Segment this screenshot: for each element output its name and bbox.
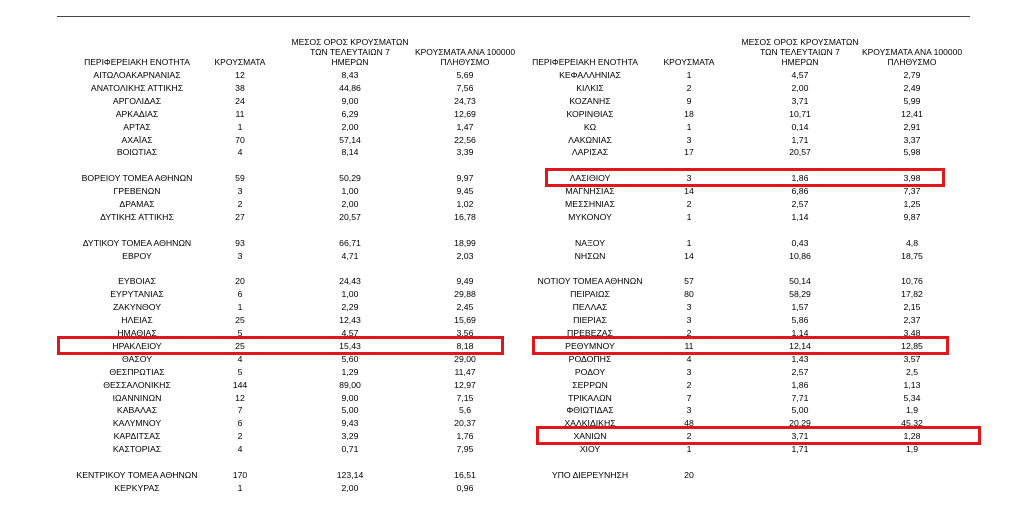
avg-7-days-cell: 1,00: [341, 186, 359, 197]
region-cell: ΑΝΑΤΟΛΙΚΗΣ ΑΤΤΙΚΗΣ: [90, 82, 184, 93]
per-100000-cell: 10,76: [901, 276, 923, 287]
region-cell: ΓΡΕΒΕΝΩΝ: [113, 186, 161, 197]
per-100000-cell: 24,73: [454, 95, 476, 106]
cases-cell: 2: [686, 431, 692, 442]
cases-cell: 2: [686, 379, 692, 390]
region-cell: ΚΕΡΚΥΡΑΣ: [114, 482, 160, 493]
per-100000-cell: 3,57: [903, 353, 921, 364]
cases-cell: 14: [684, 186, 694, 197]
per-100000-cell: 1,13: [903, 379, 921, 390]
region-cell: ΘΕΣΣΑΛΟΝΙΚΗΣ: [103, 379, 171, 390]
region-cell: ΥΠΟ ΔΙΕΡΕΥΝΗΣΗ: [551, 469, 629, 480]
region-cell: ΑΧΑΪΑΣ: [121, 134, 153, 145]
region-cell: ΚΑΡΔΙΤΣΑΣ: [113, 431, 161, 442]
region-cell: ΑΙΤΩΛΟΑΚΑΡΝΑΝΙΑΣ: [93, 70, 181, 80]
region-cell: ΦΘΙΩΤΙΔΑΣ: [566, 405, 614, 416]
region-cell: ΠΙΕΡΙΑΣ: [573, 315, 607, 326]
region-cell: ΚΕΝΤΡΙΚΟΥ ΤΟΜΕΑ ΑΘΗΝΩΝ: [76, 469, 198, 480]
region-cell: ΚΩ: [583, 121, 597, 132]
per-100000-cell: 12,69: [454, 108, 476, 119]
region-cell: ΡΟΔΟΥ: [574, 366, 606, 377]
region-cell: ΠΕΛΛΑΣ: [572, 302, 608, 313]
region-cell: ΔΥΤΙΚΗΣ ΑΤΤΙΚΗΣ: [100, 211, 174, 222]
region-cell: ΘΕΣΠΡΩΤΙΑΣ: [109, 366, 165, 377]
header-cases: ΚΡΟΥΣΜΑΤΑ: [214, 57, 266, 67]
region-cell: ΑΡΤΑΣ: [123, 121, 151, 132]
avg-7-days-cell: 20,57: [339, 211, 361, 222]
cases-cell: 9: [686, 95, 692, 106]
per-100000-cell: 2,91: [903, 121, 921, 132]
region-cell: ΚΑΒΑΛΑΣ: [116, 405, 158, 416]
avg-7-days-cell: 12,43: [339, 315, 361, 326]
avg-7-days-cell: 3,71: [791, 95, 809, 106]
avg-7-days-cell: 4,57: [791, 70, 809, 80]
cases-cell: 2: [237, 431, 243, 442]
avg-7-days-cell: 0,71: [341, 444, 359, 455]
avg-7-days-cell: 66,71: [339, 237, 361, 248]
cases-cell: 3: [686, 134, 692, 145]
top-rule: [57, 16, 970, 17]
per-100000-cell: 1,25: [903, 199, 921, 209]
region-cell: ΣΕΡΡΩΝ: [572, 379, 608, 390]
avg-7-days-cell: 44,86: [339, 82, 361, 93]
region-cell: ΖΑΚΥΝΘΟΥ: [113, 302, 161, 313]
per-100000-cell: 18,99: [454, 237, 476, 248]
cases-cell: 5: [237, 328, 243, 338]
avg-7-days-cell: 24,43: [339, 276, 361, 287]
cases-cell: 27: [235, 211, 245, 222]
region-cell: ΠΡΕΒΕΖΑΣ: [567, 328, 613, 338]
per-100000-cell: 1,47: [456, 121, 474, 132]
avg-7-days-cell: 2,00: [791, 82, 809, 93]
per-100000-cell: 7,37: [903, 186, 921, 197]
region-cell: ΑΡΚΑΔΙΑΣ: [115, 108, 159, 119]
per-100000-cell: 9,87: [903, 211, 921, 222]
avg-7-days-cell: 57,14: [339, 134, 361, 145]
per-100000-cell: 18,75: [901, 250, 923, 261]
cases-cell: 12: [235, 70, 245, 80]
cases-cell: 6: [237, 418, 243, 429]
per-100000-cell: 1,28: [903, 431, 921, 442]
cases-cell: 48: [684, 418, 694, 429]
cases-cell: 7: [686, 392, 692, 403]
region-cell: ΔΡΑΜΑΣ: [119, 199, 155, 209]
region-cell: ΗΛΕΙΑΣ: [121, 315, 153, 326]
region-cell: ΒΟΡΕΙΟΥ ΤΟΜΕΑ ΑΘΗΝΩΝ: [81, 173, 193, 184]
region-cell: ΘΑΣΟΥ: [121, 353, 153, 364]
avg-7-days-cell: 1,00: [341, 289, 359, 300]
avg-7-days-cell: 9,00: [341, 392, 359, 403]
per-100000-cell: 2,45: [456, 302, 474, 313]
cases-cell: 57: [684, 276, 694, 287]
region-cell: ΒΟΙΩΤΙΑΣ: [116, 147, 158, 158]
per-100000-cell: 5,34: [903, 392, 921, 403]
per-100000-cell: 16,51: [454, 469, 476, 480]
cases-cell: 3: [237, 186, 243, 197]
cases-cell: 4: [237, 444, 243, 455]
region-cell: ΕΥΒΟΙΑΣ: [118, 276, 156, 287]
header-region: ΠΕΡΙΦΕΡΕΙΑΚΗ ΕΝΟΤΗΤΑ: [532, 57, 638, 67]
per-100000-cell: 3,98: [903, 173, 921, 184]
per-100000-cell: 17,82: [901, 289, 923, 300]
per-100000-cell: 29,88: [454, 289, 476, 300]
per-100000-cell: 1,02: [456, 199, 474, 209]
avg-7-days-cell: 0,43: [791, 237, 809, 248]
per-100000-cell: 9,97: [456, 173, 474, 184]
cases-cell: 3: [686, 173, 692, 184]
per-100000-cell: 7,56: [456, 82, 474, 93]
avg-7-days-cell: 0,14: [791, 121, 809, 132]
region-cell: ΔΥΤΙΚΟΥ ΤΟΜΕΑ ΑΘΗΝΩΝ: [82, 237, 192, 248]
region-cell: ΚΙΛΚΙΣ: [576, 82, 604, 93]
cases-cell: 18: [684, 108, 694, 119]
cases-cell: 2: [237, 199, 243, 209]
cases-cell: 20: [235, 276, 245, 287]
per-100000-cell: 7,15: [456, 392, 474, 403]
avg-7-days-cell: 5,86: [791, 315, 809, 326]
avg-7-days-cell: 2,29: [341, 302, 359, 313]
avg-7-days-cell: 10,86: [789, 250, 811, 261]
region-cell: ΝΗΣΩΝ: [574, 250, 606, 261]
per-100000-cell: 29,00: [454, 353, 476, 364]
cases-cell: 1: [237, 482, 243, 493]
avg-7-days-cell: 12,14: [789, 340, 811, 351]
cases-cell: 7: [237, 405, 243, 416]
per-100000-cell: 16,78: [454, 211, 476, 222]
region-cell: ΚΟΖΑΝΗΣ: [569, 95, 611, 106]
avg-7-days-cell: 1,29: [341, 366, 359, 377]
region-cell: ΧΑΝΙΩΝ: [573, 431, 607, 442]
cases-cell: 20: [684, 469, 694, 480]
avg-7-days-cell: 1,71: [791, 444, 809, 455]
cases-cell: 12: [235, 392, 245, 403]
per-100000-cell: 4,8: [905, 237, 919, 248]
per-100000-cell: 2,49: [903, 82, 921, 93]
avg-7-days-cell: 1,14: [791, 211, 809, 222]
per-100000-cell: 3,37: [903, 134, 921, 145]
avg-7-days-cell: 7,71: [791, 392, 809, 403]
cases-cell: 170: [232, 469, 248, 480]
region-cell: ΛΑΡΙΣΑΣ: [571, 147, 609, 158]
per-100000-cell: 3,56: [456, 328, 474, 338]
avg-7-days-cell: 2,57: [791, 199, 809, 209]
avg-7-days-cell: 1,71: [791, 134, 809, 145]
per-100000-cell: 12,85: [901, 340, 923, 351]
avg-7-days-cell: 1,14: [791, 328, 809, 338]
cases-cell: 1: [686, 444, 692, 455]
region-cell: ΚΑΣΤΟΡΙΑΣ: [112, 444, 162, 455]
avg-7-days-cell: 2,00: [341, 199, 359, 209]
avg-7-days-cell: 10,71: [789, 108, 811, 119]
cases-cell: 11: [684, 340, 694, 351]
header-per-100000: ΚΡΟΥΣΜΑΤΑ ΑΝΑ 100000 ΠΛΗΘΥΣΜΟ: [414, 47, 516, 67]
highlight-box: [532, 336, 949, 355]
per-100000-cell: 0,96: [456, 482, 474, 493]
region-cell: ΡΕΘΥΜΝΟΥ: [565, 340, 615, 351]
cases-cell: 80: [684, 289, 694, 300]
per-100000-cell: 1,9: [905, 444, 919, 455]
avg-7-days-cell: 20,29: [789, 418, 811, 429]
region-cell: ΤΡΙΚΑΛΩΝ: [568, 392, 612, 403]
per-100000-cell: 12,41: [901, 108, 923, 119]
header-region: ΠΕΡΙΦΕΡΕΙΑΚΗ ΕΝΟΤΗΤΑ: [84, 57, 190, 67]
avg-7-days-cell: 2,00: [341, 121, 359, 132]
avg-7-days-cell: 50,29: [339, 173, 361, 184]
cases-cell: 25: [235, 315, 245, 326]
highlight-box: [536, 426, 981, 445]
per-100000-cell: 2,03: [456, 250, 474, 261]
avg-7-days-cell: 58,29: [789, 289, 811, 300]
region-cell: ΚΕΦΑΛΛΗΝΙΑΣ: [559, 70, 621, 80]
per-100000-cell: 9,45: [456, 186, 474, 197]
cases-cell: 1: [686, 237, 692, 248]
cases-cell: 38: [235, 82, 245, 93]
cases-cell: 11: [235, 108, 245, 119]
per-100000-cell: 12,97: [454, 379, 476, 390]
avg-7-days-cell: 9,00: [341, 95, 359, 106]
avg-7-days-cell: 5,00: [341, 405, 359, 416]
region-cell: ΗΜΑΘΙΑΣ: [117, 328, 157, 338]
per-100000-cell: 5,6: [458, 405, 472, 416]
avg-7-days-cell: 15,43: [339, 340, 361, 351]
cases-cell: 2: [686, 82, 692, 93]
cases-cell: 70: [235, 134, 245, 145]
cases-cell: 1: [237, 121, 243, 132]
cases-cell: 3: [686, 405, 692, 416]
cases-cell: 3: [686, 315, 692, 326]
highlight-box: [545, 168, 945, 187]
per-100000-cell: 45,32: [901, 418, 923, 429]
per-100000-cell: 15,69: [454, 315, 476, 326]
avg-7-days-cell: 6,86: [791, 186, 809, 197]
avg-7-days-cell: 20,57: [789, 147, 811, 158]
cases-cell: 4: [686, 353, 692, 364]
per-100000-cell: 2,79: [903, 70, 921, 80]
avg-7-days-cell: 2,57: [791, 366, 809, 377]
avg-7-days-cell: 8,14: [341, 147, 359, 158]
header-cases: ΚΡΟΥΣΜΑΤΑ: [663, 57, 715, 67]
header-per-100000: ΚΡΟΥΣΜΑΤΑ ΑΝΑ 100000 ΠΛΗΘΥΣΜΟ: [861, 47, 963, 67]
avg-7-days-cell: 123,14: [336, 469, 364, 480]
cases-cell: 17: [684, 147, 694, 158]
header-avg-7-days: ΜΕΣΟΣ ΟΡΟΣ ΚΡΟΥΣΜΑΤΩΝ ΤΩΝ ΤΕΛΕΥΤΑΙΩΝ 7 ΗΜΕΡΩΝ: [741, 37, 859, 67]
cases-cell: 25: [235, 340, 245, 351]
per-100000-cell: 5,69: [456, 70, 474, 80]
cases-cell: 3: [686, 366, 692, 377]
per-100000-cell: 2,15: [903, 302, 921, 313]
per-100000-cell: 5,98: [903, 147, 921, 158]
cases-cell: 14: [684, 250, 694, 261]
region-cell: ΜΑΓΝΗΣΙΑΣ: [565, 186, 615, 197]
avg-7-days-cell: 89,00: [339, 379, 361, 390]
cases-cell: 2: [686, 199, 692, 209]
cases-cell: 5: [237, 366, 243, 377]
cases-cell: 4: [237, 147, 243, 158]
region-cell: ΛΑΣΙΘΙΟΥ: [569, 173, 611, 184]
region-cell: ΝΟΤΙΟΥ ΤΟΜΕΑ ΑΘΗΝΩΝ: [537, 276, 643, 287]
avg-7-days-cell: 3,71: [791, 431, 809, 442]
cases-cell: 4: [237, 353, 243, 364]
cases-cell: 3: [237, 250, 243, 261]
avg-7-days-cell: 1,86: [791, 173, 809, 184]
per-100000-cell: 5,99: [903, 95, 921, 106]
avg-7-days-cell: 5,60: [341, 353, 359, 364]
cases-cell: 59: [235, 173, 245, 184]
region-cell: ΜΥΚΟΝΟΥ: [568, 211, 612, 222]
cases-cell: 1: [686, 70, 692, 80]
region-cell: ΧΑΛΚΙΔΙΚΗΣ: [564, 418, 616, 429]
cases-cell: 93: [235, 237, 245, 248]
cases-cell: 24: [235, 95, 245, 106]
region-cell: ΕΒΡΟΥ: [122, 250, 152, 261]
avg-7-days-cell: 4,57: [341, 328, 359, 338]
per-100000-cell: 7,95: [456, 444, 474, 455]
per-100000-cell: 22,56: [454, 134, 476, 145]
per-100000-cell: 3,39: [456, 147, 474, 158]
avg-7-days-cell: 9,43: [341, 418, 359, 429]
avg-7-days-cell: 50,14: [789, 276, 811, 287]
per-100000-cell: 2,5: [905, 366, 919, 377]
cases-cell: 3: [686, 302, 692, 313]
region-cell: ΠΕΙΡΑΙΩΣ: [570, 289, 610, 300]
per-100000-cell: 9,49: [456, 276, 474, 287]
avg-7-days-cell: 4,71: [341, 250, 359, 261]
avg-7-days-cell: 5,00: [791, 405, 809, 416]
per-100000-cell: 20,37: [454, 418, 476, 429]
avg-7-days-cell: 2,00: [341, 482, 359, 493]
cases-cell: 1: [237, 302, 243, 313]
avg-7-days-cell: 1,43: [791, 353, 809, 364]
region-cell: ΙΩΑΝΝΙΝΩΝ: [112, 392, 162, 403]
avg-7-days-cell: 1,86: [791, 379, 809, 390]
cases-cell: 144: [232, 379, 248, 390]
per-100000-cell: 2,37: [903, 315, 921, 326]
avg-7-days-cell: 6,29: [341, 108, 359, 119]
header-avg-7-days: ΜΕΣΟΣ ΟΡΟΣ ΚΡΟΥΣΜΑΤΩΝ ΤΩΝ ΤΕΛΕΥΤΑΙΩΝ 7 ΗΜΕΡΩΝ: [291, 37, 409, 67]
region-cell: ΡΟΔΟΠΗΣ: [568, 353, 612, 364]
region-cell: ΑΡΓΟΛΙΔΑΣ: [112, 95, 162, 106]
region-cell: ΛΑΚΩΝΙΑΣ: [568, 134, 612, 145]
per-100000-cell: 1,76: [456, 431, 474, 442]
region-cell: ΧΙΟΥ: [579, 444, 601, 455]
per-100000-cell: 1,9: [905, 405, 919, 416]
region-cell: ΝΑΞΟΥ: [575, 237, 605, 248]
cases-cell: 1: [686, 211, 692, 222]
cases-cell: 1: [686, 121, 692, 132]
region-cell: ΚΑΛΥΜΝΟΥ: [112, 418, 162, 429]
region-cell: ΕΥΡΥΤΑΝΙΑΣ: [110, 289, 164, 300]
region-cell: ΜΕΣΣΗΝΙΑΣ: [565, 199, 615, 209]
cases-cell: 2: [686, 328, 692, 338]
avg-7-days-cell: 1,57: [791, 302, 809, 313]
per-100000-cell: 8,18: [456, 340, 474, 351]
avg-7-days-cell: 8,43: [341, 70, 359, 80]
region-cell: ΚΟΡΙΝΘΙΑΣ: [566, 108, 614, 119]
per-100000-cell: 11,47: [454, 366, 476, 377]
avg-7-days-cell: 3,29: [341, 431, 359, 442]
highlight-box: [57, 336, 504, 355]
cases-cell: 6: [237, 289, 243, 300]
per-100000-cell: 3,48: [903, 328, 921, 338]
region-cell: ΗΡΑΚΛΕΙΟΥ: [112, 340, 162, 351]
